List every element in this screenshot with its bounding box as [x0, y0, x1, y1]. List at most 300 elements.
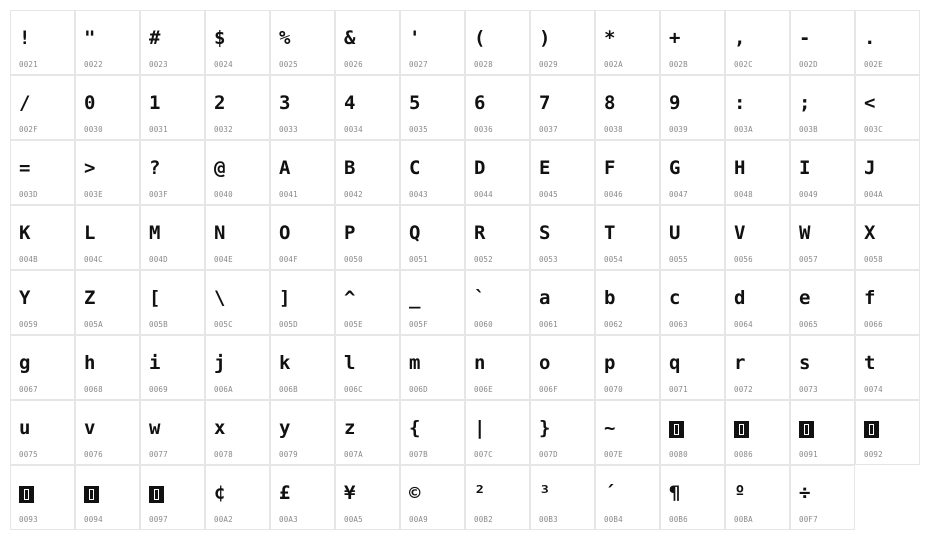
glyph-code: 007E	[604, 450, 623, 459]
glyph-code: 0071	[669, 385, 688, 394]
glyph-code: 004E	[214, 255, 233, 264]
glyph-char: +	[669, 27, 681, 49]
glyph-code: 0055	[669, 255, 688, 264]
glyph-cell	[855, 10, 920, 75]
glyph-char: E	[539, 157, 551, 179]
glyph-cell	[75, 335, 140, 400]
glyph-code: 0022	[84, 60, 103, 69]
glyph-char: k	[279, 352, 291, 374]
glyph-code: 0073	[799, 385, 818, 394]
glyph-char: !	[19, 27, 31, 49]
glyph-char: ¥	[344, 482, 356, 504]
glyph-char: W	[799, 222, 811, 244]
glyph-code: 005C	[214, 320, 233, 329]
glyph-char: ;	[799, 92, 811, 114]
glyph-cell	[530, 335, 595, 400]
glyph-cell	[790, 75, 855, 140]
glyph-code: 002C	[734, 60, 753, 69]
glyph-cell	[10, 270, 75, 335]
glyph-code: 00A5	[344, 515, 363, 524]
glyph-cell	[660, 400, 725, 465]
glyph-cell	[660, 75, 725, 140]
glyph-code: 005A	[84, 320, 103, 329]
glyph-cell	[10, 140, 75, 205]
glyph-code: 0070	[604, 385, 623, 394]
glyph-code: 006C	[344, 385, 363, 394]
glyph-code: 0051	[409, 255, 428, 264]
glyph-cell	[465, 75, 530, 140]
glyph-code: 0091	[799, 450, 818, 459]
glyph-cell	[335, 465, 400, 530]
glyph-char: c	[669, 287, 681, 309]
glyph-code: 005D	[279, 320, 298, 329]
glyph-code: 0047	[669, 190, 688, 199]
glyph-char: m	[409, 352, 421, 374]
glyph-code: 0080	[669, 450, 688, 459]
glyph-code: 0093	[19, 515, 38, 524]
glyph-code: 0045	[539, 190, 558, 199]
glyph-char: ¢	[214, 482, 226, 504]
glyph-char: S	[539, 222, 551, 244]
glyph-code: 0057	[799, 255, 818, 264]
glyph-cell	[855, 270, 920, 335]
glyph-char: Z	[84, 287, 96, 309]
glyph-code: 0077	[149, 450, 168, 459]
glyph-cell	[75, 465, 140, 530]
glyph-char: F	[604, 157, 616, 179]
glyph-cell	[725, 400, 790, 465]
glyph-char: 8	[604, 92, 616, 114]
glyph-char: (	[474, 27, 486, 49]
glyph-code: 006A	[214, 385, 233, 394]
glyph-code: 003E	[84, 190, 103, 199]
glyph-char: ?	[149, 157, 161, 179]
glyph-char: 7	[539, 92, 551, 114]
glyph-char: M	[149, 222, 161, 244]
glyph-cell	[725, 270, 790, 335]
glyph-code: 006E	[474, 385, 493, 394]
glyph-code: 006B	[279, 385, 298, 394]
glyph-cell	[660, 335, 725, 400]
glyph-cell	[530, 270, 595, 335]
glyph-char: 1	[149, 92, 161, 114]
glyph-code: 0053	[539, 255, 558, 264]
glyph-char: N	[214, 222, 226, 244]
glyph-code: 003B	[799, 125, 818, 134]
glyph-code: 0046	[604, 190, 623, 199]
glyph-code: 0040	[214, 190, 233, 199]
glyph-cell	[595, 335, 660, 400]
glyph-code: 006F	[539, 385, 558, 394]
glyph-cell	[465, 205, 530, 270]
glyph-char: V	[734, 222, 746, 244]
glyph-code: 0059	[19, 320, 38, 329]
glyph-cell	[595, 205, 660, 270]
glyph-cell	[855, 205, 920, 270]
glyph-code: 0052	[474, 255, 493, 264]
glyph-char: d	[734, 287, 746, 309]
glyph-cell	[335, 270, 400, 335]
glyph-code: 0069	[149, 385, 168, 394]
glyph-char: f	[864, 287, 876, 309]
glyph-code: 0041	[279, 190, 298, 199]
glyph-cell	[140, 140, 205, 205]
glyph-cell	[660, 140, 725, 205]
glyph-char: C	[409, 157, 421, 179]
glyph-cell	[790, 400, 855, 465]
glyph-char: ]	[279, 287, 291, 309]
glyph-cell	[75, 75, 140, 140]
glyph-cell	[140, 465, 205, 530]
glyph-char: \	[214, 287, 226, 309]
glyph-code: 00B4	[604, 515, 623, 524]
glyph-char: -	[799, 27, 811, 49]
glyph-char: ²	[474, 482, 486, 504]
glyph-code: 00B2	[474, 515, 493, 524]
glyph-char: .	[864, 27, 876, 49]
glyph-char: "	[84, 27, 96, 49]
glyph-code: 0027	[409, 60, 428, 69]
glyph-cell	[140, 205, 205, 270]
glyph-cell	[335, 10, 400, 75]
glyph-cell	[855, 335, 920, 400]
glyph-char: B	[344, 157, 356, 179]
glyph-char: L	[84, 222, 96, 244]
missing-glyph-icon	[149, 486, 164, 503]
glyph-char: 4	[344, 92, 356, 114]
glyph-cell	[205, 140, 270, 205]
glyph-char: q	[669, 352, 681, 374]
glyph-cell	[855, 75, 920, 140]
glyph-cell	[725, 140, 790, 205]
glyph-cell	[10, 10, 75, 75]
glyph-code: 007D	[539, 450, 558, 459]
glyph-cell	[335, 400, 400, 465]
glyph-char: {	[409, 417, 421, 439]
glyph-cell	[205, 465, 270, 530]
glyph-code: 0065	[799, 320, 818, 329]
glyph-code: 003A	[734, 125, 753, 134]
glyph-cell	[205, 400, 270, 465]
glyph-cell	[400, 400, 465, 465]
glyph-cell	[465, 270, 530, 335]
glyph-char: v	[84, 417, 96, 439]
glyph-char: *	[604, 27, 616, 49]
glyph-cell	[725, 335, 790, 400]
glyph-char: s	[799, 352, 811, 374]
glyph-char: l	[344, 352, 356, 374]
glyph-cell	[530, 75, 595, 140]
glyph-char: `	[474, 287, 486, 309]
glyph-cell	[400, 140, 465, 205]
glyph-code: 007B	[409, 450, 428, 459]
glyph-char: u	[19, 417, 31, 439]
glyph-char: P	[344, 222, 356, 244]
glyph-char: i	[149, 352, 161, 374]
glyph-cell	[530, 140, 595, 205]
missing-glyph-icon	[84, 486, 99, 503]
glyph-cell	[270, 465, 335, 530]
glyph-char: U	[669, 222, 681, 244]
glyph-cell	[465, 10, 530, 75]
glyph-cell	[75, 400, 140, 465]
glyph-cell	[660, 270, 725, 335]
glyph-char: [	[149, 287, 161, 309]
glyph-cell	[595, 140, 660, 205]
glyph-cell	[530, 465, 595, 530]
glyph-code: 0050	[344, 255, 363, 264]
glyph-char: o	[539, 352, 551, 374]
glyph-char: >	[84, 157, 96, 179]
glyph-char: _	[409, 287, 421, 309]
glyph-cell	[595, 10, 660, 75]
glyph-char: y	[279, 417, 291, 439]
glyph-code: 007A	[344, 450, 363, 459]
glyph-code: 0092	[864, 450, 883, 459]
glyph-char: z	[344, 417, 356, 439]
glyph-char: ~	[604, 417, 616, 439]
glyph-code: 0043	[409, 190, 428, 199]
missing-glyph-icon	[734, 421, 749, 438]
glyph-cell	[270, 335, 335, 400]
glyph-code: 0026	[344, 60, 363, 69]
glyph-code: 002F	[19, 125, 38, 134]
glyph-cell	[10, 205, 75, 270]
glyph-cell	[660, 465, 725, 530]
glyph-code: 00B3	[539, 515, 558, 524]
glyph-code: 0097	[149, 515, 168, 524]
glyph-code: 003F	[149, 190, 168, 199]
glyph-code: 0079	[279, 450, 298, 459]
glyph-code: 0024	[214, 60, 233, 69]
glyph-cell	[595, 75, 660, 140]
glyph-cell	[725, 465, 790, 530]
glyph-cell	[140, 270, 205, 335]
glyph-cell	[595, 465, 660, 530]
glyph-code: 00F7	[799, 515, 818, 524]
glyph-code: 0033	[279, 125, 298, 134]
glyph-char: j	[214, 352, 226, 374]
glyph-code: 00A2	[214, 515, 233, 524]
glyph-cell	[205, 205, 270, 270]
glyph-code: 0029	[539, 60, 558, 69]
glyph-code: 0031	[149, 125, 168, 134]
glyph-code: 002A	[604, 60, 623, 69]
glyph-char: #	[149, 27, 161, 49]
glyph-code: 0066	[864, 320, 883, 329]
glyph-cell	[465, 465, 530, 530]
glyph-char: Q	[409, 222, 421, 244]
glyph-code: 0038	[604, 125, 623, 134]
glyph-cell	[855, 400, 920, 465]
glyph-char: r	[734, 352, 746, 374]
glyph-cell	[335, 75, 400, 140]
glyph-code: 0023	[149, 60, 168, 69]
glyph-code: 004B	[19, 255, 38, 264]
missing-glyph-icon	[19, 486, 34, 503]
glyph-cell	[10, 400, 75, 465]
glyph-cell	[790, 465, 855, 530]
glyph-char: $	[214, 27, 226, 49]
glyph-code: 005B	[149, 320, 168, 329]
glyph-grid	[10, 10, 920, 530]
glyph-code: 004C	[84, 255, 103, 264]
glyph-code: 0039	[669, 125, 688, 134]
glyph-cell	[530, 10, 595, 75]
glyph-cell	[400, 270, 465, 335]
glyph-cell	[10, 75, 75, 140]
glyph-code: 0035	[409, 125, 428, 134]
glyph-cell	[855, 140, 920, 205]
glyph-code: 0076	[84, 450, 103, 459]
glyph-cell	[790, 140, 855, 205]
glyph-char: 6	[474, 92, 486, 114]
glyph-code: 0036	[474, 125, 493, 134]
glyph-char: '	[409, 27, 421, 49]
glyph-cell	[75, 205, 140, 270]
glyph-char: a	[539, 287, 551, 309]
glyph-code: 0068	[84, 385, 103, 394]
glyph-char: e	[799, 287, 811, 309]
glyph-code: 003C	[864, 125, 883, 134]
glyph-char: X	[864, 222, 876, 244]
glyph-char: A	[279, 157, 291, 179]
glyph-code: 0049	[799, 190, 818, 199]
glyph-code: 0034	[344, 125, 363, 134]
glyph-char: ³	[539, 482, 551, 504]
glyph-char: ¶	[669, 482, 681, 504]
glyph-cell	[465, 335, 530, 400]
glyph-cell	[10, 465, 75, 530]
glyph-cell	[270, 205, 335, 270]
glyph-code: 00A9	[409, 515, 428, 524]
glyph-char: b	[604, 287, 616, 309]
glyph-cell	[400, 335, 465, 400]
glyph-char: £	[279, 482, 291, 504]
glyph-cell	[530, 205, 595, 270]
glyph-cell	[10, 335, 75, 400]
glyph-cell	[270, 10, 335, 75]
glyph-code: 006D	[409, 385, 428, 394]
glyph-code: 00B6	[669, 515, 688, 524]
glyph-char: @	[214, 157, 226, 179]
glyph-char: <	[864, 92, 876, 114]
glyph-cell	[790, 270, 855, 335]
glyph-cell	[660, 205, 725, 270]
glyph-code: 002B	[669, 60, 688, 69]
glyph-cell	[725, 75, 790, 140]
glyph-code: 0086	[734, 450, 753, 459]
glyph-cell	[335, 205, 400, 270]
glyph-char: n	[474, 352, 486, 374]
glyph-char: p	[604, 352, 616, 374]
glyph-char: 5	[409, 92, 421, 114]
glyph-code: 0030	[84, 125, 103, 134]
glyph-char: t	[864, 352, 876, 374]
glyph-char: %	[279, 27, 291, 49]
glyph-cell	[400, 465, 465, 530]
missing-glyph-icon	[864, 421, 879, 438]
glyph-cell	[595, 270, 660, 335]
glyph-char: 0	[84, 92, 96, 114]
glyph-code: 0072	[734, 385, 753, 394]
glyph-cell	[400, 75, 465, 140]
glyph-char: 9	[669, 92, 681, 114]
glyph-char: R	[474, 222, 486, 244]
glyph-cell	[530, 400, 595, 465]
glyph-cell	[270, 400, 335, 465]
glyph-char: ©	[409, 482, 421, 504]
glyph-code: 0028	[474, 60, 493, 69]
glyph-code: 0058	[864, 255, 883, 264]
glyph-cell	[465, 140, 530, 205]
glyph-code: 0067	[19, 385, 38, 394]
glyph-char: H	[734, 157, 746, 179]
glyph-code: 0063	[669, 320, 688, 329]
glyph-cell	[790, 10, 855, 75]
glyph-code: 003D	[19, 190, 38, 199]
glyph-char: D	[474, 157, 486, 179]
glyph-cell	[400, 205, 465, 270]
glyph-code: 0064	[734, 320, 753, 329]
glyph-code: 0021	[19, 60, 38, 69]
glyph-cell	[75, 140, 140, 205]
glyph-char: I	[799, 157, 811, 179]
glyph-code: 0074	[864, 385, 883, 394]
glyph-cell	[725, 10, 790, 75]
glyph-code: 0056	[734, 255, 753, 264]
glyph-code: 0048	[734, 190, 753, 199]
glyph-cell	[140, 10, 205, 75]
glyph-code: 0054	[604, 255, 623, 264]
glyph-code: 0044	[474, 190, 493, 199]
glyph-char: 3	[279, 92, 291, 114]
glyph-char: =	[19, 157, 31, 179]
glyph-cell	[205, 10, 270, 75]
glyph-char: Y	[19, 287, 31, 309]
glyph-cell	[400, 10, 465, 75]
glyph-cell	[790, 335, 855, 400]
glyph-char: w	[149, 417, 161, 439]
glyph-code: 005F	[409, 320, 428, 329]
glyph-cell	[75, 10, 140, 75]
glyph-char: K	[19, 222, 31, 244]
glyph-cell	[140, 335, 205, 400]
glyph-code: 0075	[19, 450, 38, 459]
missing-glyph-icon	[669, 421, 684, 438]
glyph-cell	[205, 335, 270, 400]
glyph-code: 0037	[539, 125, 558, 134]
glyph-cell	[75, 270, 140, 335]
glyph-cell	[725, 205, 790, 270]
glyph-cell	[595, 400, 660, 465]
glyph-code: 0094	[84, 515, 103, 524]
missing-glyph-icon	[799, 421, 814, 438]
glyph-char: h	[84, 352, 96, 374]
glyph-cell	[140, 75, 205, 140]
glyph-cell	[270, 140, 335, 205]
glyph-code: 002D	[799, 60, 818, 69]
glyph-code: 007C	[474, 450, 493, 459]
glyph-cell	[270, 270, 335, 335]
glyph-char: &	[344, 27, 356, 49]
glyph-cell	[790, 205, 855, 270]
glyph-cell	[335, 140, 400, 205]
glyph-code: 0032	[214, 125, 233, 134]
glyph-char: x	[214, 417, 226, 439]
glyph-code: 0042	[344, 190, 363, 199]
glyph-code: 0061	[539, 320, 558, 329]
